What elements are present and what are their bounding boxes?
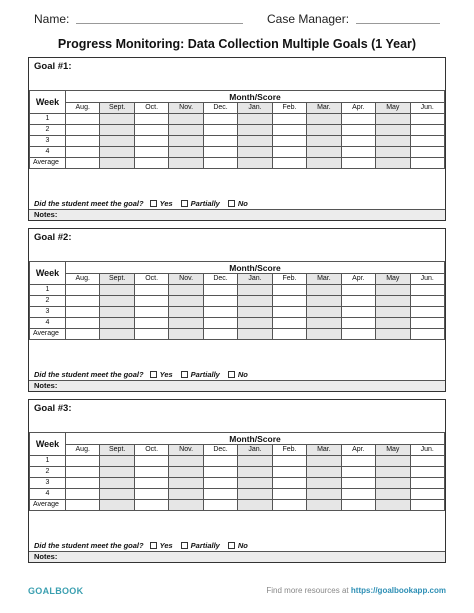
score-cell[interactable]: [169, 125, 203, 136]
score-cell[interactable]: [341, 158, 375, 169]
row-label: 2: [30, 296, 66, 307]
score-cell[interactable]: [410, 136, 444, 147]
score-cell[interactable]: [203, 318, 237, 329]
row-label: 3: [30, 478, 66, 489]
score-cell[interactable]: [66, 114, 100, 125]
table-row: [30, 285, 445, 296]
score-cell[interactable]: [376, 329, 410, 340]
table-row: [30, 318, 445, 329]
score-cell[interactable]: [134, 147, 168, 158]
score-cell[interactable]: [307, 318, 341, 329]
month-header: Oct.: [134, 274, 168, 285]
meet-goal-question: Did the student meet the goal?: [34, 198, 144, 208]
notes-label: Notes:: [34, 381, 58, 390]
score-cell[interactable]: [307, 489, 341, 500]
score-cell[interactable]: [410, 307, 444, 318]
score-cell[interactable]: [238, 158, 272, 169]
score-cell[interactable]: [134, 296, 168, 307]
score-cell[interactable]: [341, 467, 375, 478]
score-cell[interactable]: [238, 318, 272, 329]
row-label: Average: [30, 329, 66, 340]
month-header: Jun.: [410, 445, 444, 456]
score-cell[interactable]: [272, 125, 306, 136]
score-cell[interactable]: [307, 307, 341, 318]
month-header: Dec.: [203, 103, 237, 114]
score-cell[interactable]: [100, 125, 134, 136]
case-manager-label: Case Manager:: [267, 12, 350, 26]
score-cell[interactable]: [203, 467, 237, 478]
score-cell[interactable]: [238, 125, 272, 136]
notes-area[interactable]: [29, 210, 445, 220]
month-header: May: [376, 274, 410, 285]
meet-goal-option[interactable]: [181, 370, 220, 379]
score-cell[interactable]: [307, 147, 341, 158]
score-cell[interactable]: [376, 489, 410, 500]
notes-area[interactable]: [29, 552, 445, 562]
score-cell[interactable]: [307, 125, 341, 136]
score-cell[interactable]: [341, 329, 375, 340]
footer-text: [266, 586, 446, 595]
score-cell[interactable]: [66, 500, 100, 511]
meet-goal-row: [29, 539, 445, 552]
checkbox[interactable]: [181, 542, 188, 549]
score-cell[interactable]: [410, 489, 444, 500]
score-cell[interactable]: [410, 296, 444, 307]
score-cell[interactable]: [341, 147, 375, 158]
score-cell[interactable]: [238, 285, 272, 296]
month-header: May: [376, 103, 410, 114]
month-score-header: Month/Score: [66, 433, 445, 445]
score-cell[interactable]: [66, 158, 100, 169]
score-cell[interactable]: [100, 158, 134, 169]
score-cell[interactable]: [169, 307, 203, 318]
score-cell[interactable]: [376, 318, 410, 329]
month-header: Feb.: [272, 103, 306, 114]
option-label: Partially: [190, 540, 220, 550]
score-cell[interactable]: [66, 147, 100, 158]
month-header: Feb.: [272, 274, 306, 285]
score-cell[interactable]: [100, 467, 134, 478]
score-cell[interactable]: [134, 285, 168, 296]
score-cell[interactable]: [66, 478, 100, 489]
score-cell[interactable]: [100, 489, 134, 500]
month-header: Mar.: [307, 274, 341, 285]
score-cell[interactable]: [307, 478, 341, 489]
score-cell[interactable]: [307, 285, 341, 296]
score-cell[interactable]: [134, 318, 168, 329]
score-cell[interactable]: [100, 318, 134, 329]
table-row: [30, 114, 445, 125]
score-cell[interactable]: [134, 114, 168, 125]
score-cell[interactable]: [66, 467, 100, 478]
score-cell[interactable]: [169, 147, 203, 158]
score-cell[interactable]: [341, 307, 375, 318]
score-cell[interactable]: [238, 489, 272, 500]
checkbox[interactable]: [150, 371, 157, 378]
goal-label[interactable]: Goal #1:: [34, 61, 72, 72]
score-cell[interactable]: [410, 456, 444, 467]
score-cell[interactable]: [410, 329, 444, 340]
option-label: No: [237, 198, 248, 208]
score-cell[interactable]: [134, 489, 168, 500]
meet-goal-question: Did the student meet the goal?: [34, 369, 144, 379]
score-cell[interactable]: [341, 489, 375, 500]
table-row: [30, 136, 445, 147]
meet-goal-question: Did the student meet the goal?: [34, 540, 144, 550]
score-cell[interactable]: [100, 285, 134, 296]
meet-goal-option[interactable]: [228, 541, 248, 550]
score-cell[interactable]: [307, 467, 341, 478]
score-cell[interactable]: [341, 296, 375, 307]
score-cell[interactable]: [169, 478, 203, 489]
score-cell[interactable]: [341, 114, 375, 125]
score-cell[interactable]: [272, 307, 306, 318]
table-row: [30, 456, 445, 467]
goal-label[interactable]: Goal #3:: [34, 403, 72, 414]
score-cell[interactable]: [238, 136, 272, 147]
row-label: 3: [30, 136, 66, 147]
month-header: Sept.: [100, 274, 134, 285]
table-row: [30, 467, 445, 478]
case-manager-line[interactable]: [356, 23, 440, 24]
score-cell[interactable]: [307, 329, 341, 340]
score-cell[interactable]: [376, 158, 410, 169]
meet-goal-row: [29, 368, 445, 381]
score-cell[interactable]: [203, 158, 237, 169]
meet-goal-option[interactable]: [181, 541, 220, 550]
checkbox[interactable]: [228, 371, 235, 378]
score-cell[interactable]: [203, 500, 237, 511]
score-cell[interactable]: [203, 489, 237, 500]
option-label: Yes: [159, 540, 173, 550]
score-cell[interactable]: [100, 329, 134, 340]
option-label: No: [237, 369, 248, 379]
score-cell[interactable]: [272, 296, 306, 307]
checkbox[interactable]: [181, 200, 188, 207]
week-header: Week: [30, 262, 66, 285]
score-cell[interactable]: [134, 467, 168, 478]
option-label: Yes: [159, 369, 173, 379]
checkbox[interactable]: [181, 371, 188, 378]
week-header: Week: [30, 91, 66, 114]
month-header: Jan.: [238, 274, 272, 285]
score-cell[interactable]: [169, 456, 203, 467]
month-header: Mar.: [307, 103, 341, 114]
score-cell[interactable]: [203, 114, 237, 125]
score-cell[interactable]: [203, 307, 237, 318]
month-header: Sept.: [100, 445, 134, 456]
score-cell[interactable]: [66, 285, 100, 296]
table-row: [30, 489, 445, 500]
score-cell[interactable]: [307, 114, 341, 125]
month-header: Jan.: [238, 445, 272, 456]
score-cell[interactable]: [341, 500, 375, 511]
score-cell[interactable]: [169, 296, 203, 307]
checkbox[interactable]: [228, 200, 235, 207]
month-header: Mar.: [307, 445, 341, 456]
score-cell[interactable]: [341, 136, 375, 147]
checkbox[interactable]: [150, 200, 157, 207]
score-cell[interactable]: [134, 125, 168, 136]
score-cell[interactable]: [203, 478, 237, 489]
score-cell[interactable]: [376, 285, 410, 296]
score-cell[interactable]: [169, 285, 203, 296]
score-cell[interactable]: [100, 456, 134, 467]
score-cell[interactable]: [272, 489, 306, 500]
score-cell[interactable]: [341, 125, 375, 136]
score-cell[interactable]: [410, 500, 444, 511]
month-header: Aug.: [66, 103, 100, 114]
month-score-header: Month/Score: [66, 262, 445, 274]
month-header: Dec.: [203, 274, 237, 285]
score-cell[interactable]: [238, 500, 272, 511]
score-cell[interactable]: [203, 285, 237, 296]
row-label: Average: [30, 158, 66, 169]
name-label: Name:: [34, 12, 70, 26]
score-table: [29, 261, 445, 340]
score-cell[interactable]: [272, 329, 306, 340]
score-cell[interactable]: [410, 114, 444, 125]
score-cell[interactable]: [66, 307, 100, 318]
meet-goal-option[interactable]: [150, 541, 173, 550]
score-cell[interactable]: [341, 478, 375, 489]
table-row: [30, 125, 445, 136]
table-row: [30, 296, 445, 307]
score-cell[interactable]: [376, 114, 410, 125]
notes-area[interactable]: [29, 381, 445, 391]
month-header: Sept.: [100, 103, 134, 114]
month-header: Apr.: [341, 274, 375, 285]
score-cell[interactable]: [410, 158, 444, 169]
row-label: 1: [30, 285, 66, 296]
meet-goal-option[interactable]: [150, 370, 173, 379]
score-cell[interactable]: [169, 136, 203, 147]
score-cell[interactable]: [307, 456, 341, 467]
score-cell[interactable]: [410, 318, 444, 329]
month-header: Aug.: [66, 445, 100, 456]
score-cell[interactable]: [203, 136, 237, 147]
score-cell[interactable]: [100, 307, 134, 318]
table-row: [30, 478, 445, 489]
score-cell[interactable]: [100, 296, 134, 307]
score-cell[interactable]: [66, 125, 100, 136]
meet-goal-row: [29, 197, 445, 210]
score-cell[interactable]: [169, 318, 203, 329]
goal-label[interactable]: Goal #2:: [34, 232, 72, 243]
score-cell[interactable]: [376, 147, 410, 158]
score-cell[interactable]: [134, 456, 168, 467]
month-score-header: Month/Score: [66, 91, 445, 103]
score-cell[interactable]: [203, 147, 237, 158]
score-cell[interactable]: [272, 318, 306, 329]
table-row: [30, 329, 445, 340]
score-cell[interactable]: [169, 329, 203, 340]
table-row: [30, 500, 445, 511]
score-cell[interactable]: [203, 329, 237, 340]
checkbox[interactable]: [150, 542, 157, 549]
score-cell[interactable]: [238, 478, 272, 489]
week-header: Week: [30, 433, 66, 456]
goal-section: [28, 57, 446, 221]
score-cell[interactable]: [410, 467, 444, 478]
score-cell[interactable]: [341, 456, 375, 467]
month-header: Jun.: [410, 274, 444, 285]
score-cell[interactable]: [272, 478, 306, 489]
score-cell[interactable]: [169, 500, 203, 511]
score-cell[interactable]: [272, 285, 306, 296]
table-row: [30, 307, 445, 318]
meet-goal-option[interactable]: [228, 370, 248, 379]
score-cell[interactable]: [203, 296, 237, 307]
month-header: Aug.: [66, 274, 100, 285]
notes-label: Notes:: [34, 210, 58, 219]
score-cell[interactable]: [100, 136, 134, 147]
score-cell[interactable]: [376, 296, 410, 307]
score-cell[interactable]: [169, 467, 203, 478]
score-cell[interactable]: [203, 125, 237, 136]
score-cell[interactable]: [100, 114, 134, 125]
row-label: 4: [30, 489, 66, 500]
goal-section: [28, 228, 446, 392]
score-cell[interactable]: [134, 136, 168, 147]
score-cell[interactable]: [66, 456, 100, 467]
month-header: May: [376, 445, 410, 456]
score-cell[interactable]: [100, 478, 134, 489]
month-header: Feb.: [272, 445, 306, 456]
score-cell[interactable]: [238, 296, 272, 307]
score-cell[interactable]: [134, 329, 168, 340]
score-cell[interactable]: [341, 318, 375, 329]
month-header: Apr.: [341, 445, 375, 456]
score-cell[interactable]: [376, 500, 410, 511]
row-label: 3: [30, 307, 66, 318]
month-header: Oct.: [134, 445, 168, 456]
score-cell[interactable]: [376, 125, 410, 136]
meet-goal-option[interactable]: [181, 199, 220, 208]
month-header: Nov.: [169, 103, 203, 114]
score-cell[interactable]: [307, 136, 341, 147]
row-label: Average: [30, 500, 66, 511]
row-label: 2: [30, 467, 66, 478]
score-cell[interactable]: [238, 114, 272, 125]
score-cell[interactable]: [307, 296, 341, 307]
checkbox[interactable]: [228, 542, 235, 549]
row-label: 4: [30, 147, 66, 158]
goal-section: [28, 399, 446, 563]
score-cell[interactable]: [376, 307, 410, 318]
score-cell[interactable]: [376, 467, 410, 478]
score-cell[interactable]: [66, 318, 100, 329]
score-cell[interactable]: [238, 147, 272, 158]
score-cell[interactable]: [203, 456, 237, 467]
score-cell[interactable]: [169, 114, 203, 125]
score-cell[interactable]: [238, 456, 272, 467]
score-cell[interactable]: [238, 329, 272, 340]
score-cell[interactable]: [410, 285, 444, 296]
score-cell[interactable]: [100, 500, 134, 511]
option-label: No: [237, 540, 248, 550]
score-cell[interactable]: [66, 329, 100, 340]
page-title: Progress Monitoring: Data Collection Multiple Goals (1 Year): [57, 37, 417, 51]
score-table: [29, 90, 445, 169]
score-cell[interactable]: [272, 456, 306, 467]
footer-resources-text: Find more resources at: [266, 586, 349, 595]
score-cell[interactable]: [376, 478, 410, 489]
month-header: Jun.: [410, 103, 444, 114]
month-header: Nov.: [169, 274, 203, 285]
score-cell[interactable]: [66, 136, 100, 147]
score-table: [29, 432, 445, 511]
score-cell[interactable]: [341, 285, 375, 296]
score-cell[interactable]: [410, 125, 444, 136]
score-cell[interactable]: [169, 489, 203, 500]
meet-goal-option[interactable]: [150, 199, 173, 208]
score-cell[interactable]: [238, 467, 272, 478]
meet-goal-option[interactable]: [228, 199, 248, 208]
row-label: 4: [30, 318, 66, 329]
score-cell[interactable]: [134, 307, 168, 318]
month-header: Jan.: [238, 103, 272, 114]
score-cell[interactable]: [307, 158, 341, 169]
score-cell[interactable]: [272, 500, 306, 511]
option-label: Partially: [190, 198, 220, 208]
month-header: Apr.: [341, 103, 375, 114]
score-cell[interactable]: [376, 136, 410, 147]
name-line[interactable]: [76, 23, 243, 24]
score-cell[interactable]: [134, 478, 168, 489]
score-cell[interactable]: [410, 147, 444, 158]
month-header: Nov.: [169, 445, 203, 456]
score-cell[interactable]: [376, 456, 410, 467]
score-cell[interactable]: [272, 158, 306, 169]
score-cell[interactable]: [272, 114, 306, 125]
score-cell[interactable]: [410, 478, 444, 489]
table-row: [30, 158, 445, 169]
score-cell[interactable]: [238, 307, 272, 318]
score-cell[interactable]: [272, 467, 306, 478]
score-cell[interactable]: [134, 500, 168, 511]
goalbook-logo: GOALBOOK: [28, 586, 84, 596]
row-label: 2: [30, 125, 66, 136]
option-label: Partially: [190, 369, 220, 379]
month-header: Oct.: [134, 103, 168, 114]
score-cell[interactable]: [272, 147, 306, 158]
notes-label: Notes:: [34, 552, 58, 561]
score-cell[interactable]: [100, 147, 134, 158]
score-cell[interactable]: [169, 158, 203, 169]
row-label: 1: [30, 456, 66, 467]
score-cell[interactable]: [307, 500, 341, 511]
score-cell[interactable]: [66, 296, 100, 307]
option-label: Yes: [159, 198, 173, 208]
table-row: [30, 147, 445, 158]
footer-url-link[interactable]: https://goalbookapp.com: [350, 586, 446, 595]
row-label: 1: [30, 114, 66, 125]
month-header: Dec.: [203, 445, 237, 456]
score-cell[interactable]: [272, 136, 306, 147]
score-cell[interactable]: [66, 489, 100, 500]
score-cell[interactable]: [134, 158, 168, 169]
